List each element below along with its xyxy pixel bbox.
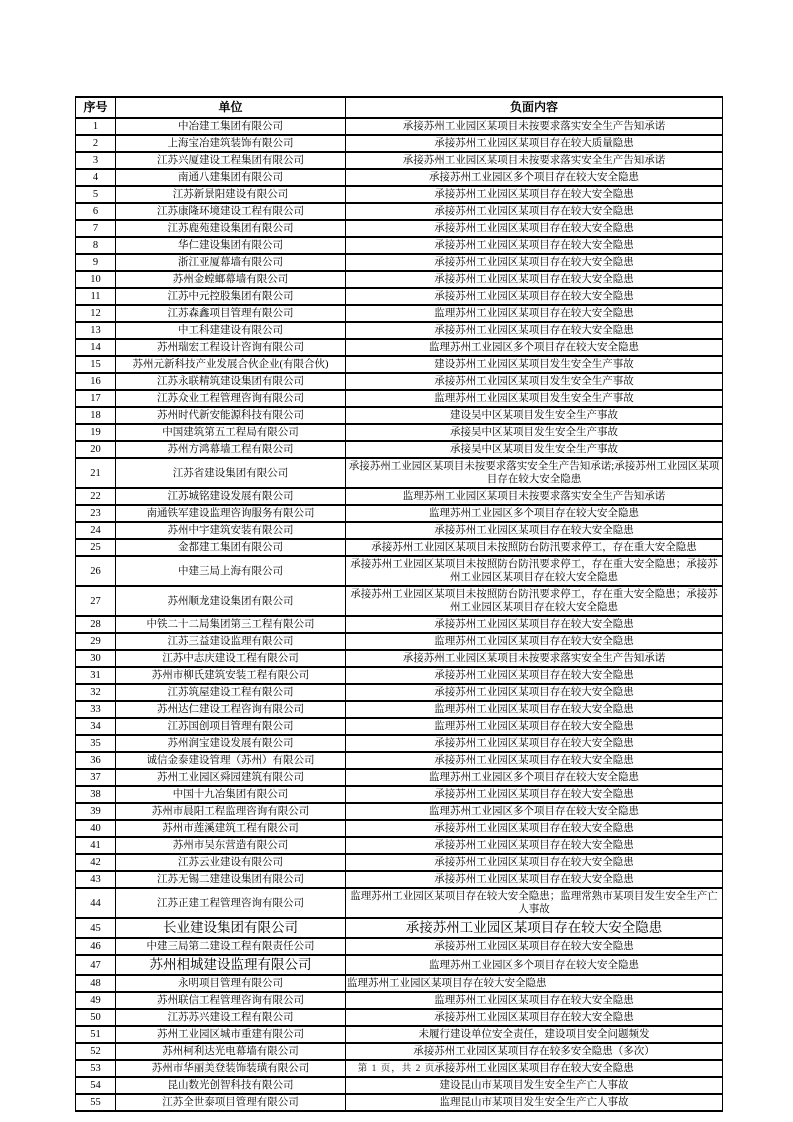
row-unit: 苏州市华丽美登装饰装璜有限公司: [116, 1060, 346, 1077]
row-negative-content: 监理昆山市某项目发生安全生产亡人事故: [346, 1094, 723, 1111]
row-serial-number: 43: [76, 871, 116, 888]
row-serial-number: 23: [76, 505, 116, 522]
row-negative-content: 监理苏州工业园区多个项目存在较大安全隐患: [346, 505, 723, 522]
row-serial-number: 13: [76, 322, 116, 339]
row-unit: 上海宝冶建筑装饰有限公司: [116, 135, 346, 152]
row-unit: 江苏新景阳建设有限公司: [116, 186, 346, 203]
row-negative-content: 承接苏州工业园区某项目未按要求落实安全生产告知承诺;承接苏州工业园区某项目存在较大安全隐患: [346, 458, 723, 488]
row-unit: 江苏众业工程管理咨询有限公司: [116, 390, 346, 407]
row-unit: 苏州柯利达光电幕墙有限公司: [116, 1043, 346, 1060]
row-negative-content: 承接苏州工业园区某项目存在较大安全隐患: [346, 820, 723, 837]
table-row: [76, 735, 723, 752]
row-unit: 江苏兴厦建设工程集团有限公司: [116, 152, 346, 169]
row-serial-number: 45: [76, 918, 116, 938]
row-serial-number: 18: [76, 407, 116, 424]
row-serial-number: 36: [76, 752, 116, 769]
row-unit: 中工科建建设有限公司: [116, 322, 346, 339]
row-negative-content: 承接苏州工业园区某项目存在较大安全隐患: [346, 203, 723, 220]
row-serial-number: 37: [76, 769, 116, 786]
table-row: [76, 118, 723, 135]
table-row: [76, 390, 723, 407]
row-unit: 昆山数光创智科技有限公司: [116, 1077, 346, 1094]
negative-behavior-table: [75, 96, 723, 1112]
table-row: [76, 1094, 723, 1111]
table-row: [76, 718, 723, 735]
row-negative-content: 承接苏州工业园区某项目发生安全生产事故: [346, 373, 723, 390]
row-negative-content: 承接苏州工业园区某项目存在较大安全隐患: [346, 684, 723, 701]
row-unit: 中国十九冶集团有限公司: [116, 786, 346, 803]
row-serial-number: 19: [76, 424, 116, 441]
table-row: [76, 752, 723, 769]
row-serial-number: 32: [76, 684, 116, 701]
table-row: [76, 1043, 723, 1060]
row-unit: 苏州联信工程管理咨询有限公司: [116, 992, 346, 1009]
row-negative-content: 承接苏州工业园区某项目存在较大安全隐患: [346, 735, 723, 752]
row-negative-content: 监理苏州工业园区某项目存在较大安全隐患；监理常熟市某项目发生安全生产亡人事故: [346, 888, 723, 918]
row-unit: 中建三局上海有限公司: [116, 556, 346, 586]
row-serial-number: 33: [76, 701, 116, 718]
table-row: [76, 505, 723, 522]
row-negative-content: 承接苏州工业园区某项目存在较大安全隐患: [346, 254, 723, 271]
row-unit: 中国建筑第五工程局有限公司: [116, 424, 346, 441]
row-serial-number: 16: [76, 373, 116, 390]
row-serial-number: 50: [76, 1009, 116, 1026]
table-row: [76, 522, 723, 539]
row-unit: 苏州元新科技产业发展合伙企业(有限合伙): [116, 356, 346, 373]
row-unit: 江苏中志庆建设工程有限公司: [116, 650, 346, 667]
row-unit: 江苏城铭建设发展有限公司: [116, 488, 346, 505]
row-unit: 苏州市吴东营造有限公司: [116, 837, 346, 854]
row-serial-number: 17: [76, 390, 116, 407]
row-negative-content: 监理苏州工业园区某项目存在较大安全隐患: [346, 305, 723, 322]
row-unit: 苏州金螳螂幕墙有限公司: [116, 271, 346, 288]
row-negative-content: 未履行建设单位安全责任，建设项目安全问题频发: [346, 1026, 723, 1043]
table-row: [76, 186, 723, 203]
row-serial-number: 27: [76, 586, 116, 616]
row-negative-content: 承接苏州工业园区某项目未按照防台防汛要求停工，存在重大安全隐患；承接苏州工业园区某项目存在较大安全隐患: [346, 556, 723, 586]
row-unit: 永明项目管理有限公司: [116, 975, 346, 992]
row-unit: 浙江亚厦幕墙有限公司: [116, 254, 346, 271]
row-serial-number: 10: [76, 271, 116, 288]
row-negative-content: 承接苏州工业园区某项目存在较大质量隐患: [346, 135, 723, 152]
table-row: [76, 407, 723, 424]
table-row: [76, 237, 723, 254]
row-serial-number: 46: [76, 938, 116, 955]
row-serial-number: 2: [76, 135, 116, 152]
row-serial-number: 22: [76, 488, 116, 505]
row-serial-number: 3: [76, 152, 116, 169]
row-negative-content: 监理苏州工业园区多个项目存在较大安全隐患: [346, 769, 723, 786]
row-unit: 江苏苏兴建设工程有限公司: [116, 1009, 346, 1026]
row-unit: 长业建设集团有限公司: [116, 918, 346, 938]
row-negative-content: 承接苏州工业园区某项目存在较大安全隐患: [346, 522, 723, 539]
row-negative-content: 监理苏州工业园区某项目发生安全生产事故: [346, 390, 723, 407]
row-negative-content: 承接吴中区某项目发生安全生产事故: [346, 424, 723, 441]
row-serial-number: 30: [76, 650, 116, 667]
table-row: [76, 633, 723, 650]
table-row: [76, 356, 723, 373]
row-serial-number: 48: [76, 975, 116, 992]
table-row: [76, 288, 723, 305]
row-negative-content: 承接苏州工业园区某项目存在较大安全隐患: [346, 752, 723, 769]
table-row: [76, 441, 723, 458]
row-unit: 江苏永联精筑建设集团有限公司: [116, 373, 346, 390]
header-serial-number: 序号: [76, 97, 116, 118]
table-row: [76, 1077, 723, 1094]
row-negative-content: 监理苏州工业园区某项目存在较大安全隐患: [346, 975, 723, 992]
row-unit: 江苏康隆环境建设工程有限公司: [116, 203, 346, 220]
row-negative-content: 承接苏州工业园区某项目存在较大安全隐患: [346, 1009, 723, 1026]
row-negative-content: 监理苏州工业园区某项目未按要求落实安全生产告知承诺: [346, 488, 723, 505]
header-negative-content: 负面内容: [346, 97, 723, 118]
row-negative-content: 承接苏州工业园区某项目存在较多安全隐患（多次）: [346, 1043, 723, 1060]
row-negative-content: 建设吴中区某项目发生安全生产事故: [346, 407, 723, 424]
row-serial-number: 38: [76, 786, 116, 803]
row-negative-content: 承接苏州工业园区某项目未按要求落实安全生产告知承诺: [346, 152, 723, 169]
row-negative-content: 承接苏州工业园区某项目未按要求落实安全生产告知承诺: [346, 118, 723, 135]
row-serial-number: 9: [76, 254, 116, 271]
table-row: [76, 854, 723, 871]
row-unit: 苏州润宝建设发展有限公司: [116, 735, 346, 752]
header-unit: 单位: [116, 97, 346, 118]
table-row: [76, 488, 723, 505]
row-serial-number: 39: [76, 803, 116, 820]
row-negative-content: 承接苏州工业园区某项目存在较大安全隐患: [346, 322, 723, 339]
row-serial-number: 21: [76, 458, 116, 488]
row-negative-content: 承接苏州工业园区某项目未按照防台防汛要求停工，存在重大安全隐患: [346, 539, 723, 556]
row-serial-number: 53: [76, 1060, 116, 1077]
row-unit: 诚信金泰建设管理（苏州）有限公司: [116, 752, 346, 769]
row-serial-number: 29: [76, 633, 116, 650]
row-serial-number: 4: [76, 169, 116, 186]
row-unit: 苏州中宇建筑安装有限公司: [116, 522, 346, 539]
row-unit: 中铁二十二局集团第三工程有限公司: [116, 616, 346, 633]
page-footer: 第 1 页，共 2 页: [357, 1064, 436, 1074]
row-serial-number: 25: [76, 539, 116, 556]
table-row: [76, 135, 723, 152]
row-unit: 苏州市柳氏建筑安装工程有限公司: [116, 667, 346, 684]
row-negative-content: 承接苏州工业园区某项目存在较大安全隐患: [346, 616, 723, 633]
row-serial-number: 26: [76, 556, 116, 586]
row-negative-content: 承接苏州工业园区某项目存在较大安全隐患: [346, 667, 723, 684]
table-row: [76, 701, 723, 718]
row-unit: 中冶建工集团有限公司: [116, 118, 346, 135]
row-unit: 苏州达仁建设工程咨询有限公司: [116, 701, 346, 718]
row-negative-content: 承接苏州工业园区某项目存在较大安全隐患: [346, 1060, 723, 1077]
row-unit: 江苏省建设集团有限公司: [116, 458, 346, 488]
row-serial-number: 44: [76, 888, 116, 918]
row-negative-content: 承接苏州工业园区某项目存在较大安全隐患: [346, 786, 723, 803]
row-serial-number: 51: [76, 1026, 116, 1043]
row-unit: 金都建工集团有限公司: [116, 539, 346, 556]
row-unit: 华仁建设集团有限公司: [116, 237, 346, 254]
row-serial-number: 31: [76, 667, 116, 684]
table-row: [76, 539, 723, 556]
row-serial-number: 34: [76, 718, 116, 735]
row-unit: 苏州工业园区城市重建有限公司: [116, 1026, 346, 1043]
row-negative-content: 承接苏州工业园区某项目存在较大安全隐患: [346, 871, 723, 888]
row-unit: 苏州工业园区舜园建筑有限公司: [116, 769, 346, 786]
row-negative-content: 承接苏州工业园区某项目存在较大安全隐患: [346, 288, 723, 305]
table-row: [76, 169, 723, 186]
row-negative-content: 承接吴中区某项目发生安全生产事故: [346, 441, 723, 458]
row-negative-content: 建设昆山市某项目发生安全生产亡人事故: [346, 1077, 723, 1094]
row-serial-number: 54: [76, 1077, 116, 1094]
table-row: [76, 650, 723, 667]
row-unit: 南通八建集团有限公司: [116, 169, 346, 186]
table-row: [76, 938, 723, 955]
row-negative-content: 承接苏州工业园区某项目存在较大安全隐患: [346, 837, 723, 854]
row-negative-content: 承接苏州工业园区某项目存在较大安全隐患: [346, 220, 723, 237]
table-row: [76, 871, 723, 888]
row-unit: 江苏无锡二建建设集团有限公司: [116, 871, 346, 888]
row-negative-content: 监理苏州工业园区多个项目存在较大安全隐患: [346, 339, 723, 356]
table-row: [76, 339, 723, 356]
table-row: [76, 424, 723, 441]
table-row: [76, 667, 723, 684]
table-row: [76, 769, 723, 786]
row-unit: 江苏三益建设监理有限公司: [116, 633, 346, 650]
row-serial-number: 49: [76, 992, 116, 1009]
table-row: [76, 458, 723, 488]
row-unit: 江苏全世泰项目管理有限公司: [116, 1094, 346, 1111]
table-row: [76, 152, 723, 169]
table-row: [76, 254, 723, 271]
row-negative-content: 承接苏州工业园区某项目存在较大安全隐患: [346, 854, 723, 871]
table-header-row: [76, 97, 723, 118]
row-unit: 苏州市晨阳工程监理咨询有限公司: [116, 803, 346, 820]
row-serial-number: 24: [76, 522, 116, 539]
table-row: [76, 271, 723, 288]
row-serial-number: 35: [76, 735, 116, 752]
table-row: [76, 1009, 723, 1026]
row-negative-content: 监理苏州工业园区多个项目存在较大安全隐患: [346, 803, 723, 820]
row-serial-number: 52: [76, 1043, 116, 1060]
row-unit: 江苏筑屋建设工程有限公司: [116, 684, 346, 701]
row-negative-content: 承接苏州工业园区某项目存在较大安全隐患: [346, 237, 723, 254]
table-row: [76, 975, 723, 992]
row-unit: 江苏森鑫项目管理有限公司: [116, 305, 346, 322]
row-negative-content: 承接苏州工业园区多个项目存在较大安全隐患: [346, 169, 723, 186]
row-serial-number: 11: [76, 288, 116, 305]
row-serial-number: 41: [76, 837, 116, 854]
row-unit: 苏州顺龙建设集团有限公司: [116, 586, 346, 616]
row-negative-content: 承接苏州工业园区某项目未按照防台防汛要求停工，存在重大安全隐患；承接苏州工业园区某项目存在较大安全隐患: [346, 586, 723, 616]
row-serial-number: 12: [76, 305, 116, 322]
row-unit: 南通铁军建设监理咨询服务有限公司: [116, 505, 346, 522]
table-row: [76, 992, 723, 1009]
row-unit: 苏州市莲溪建筑工程有限公司: [116, 820, 346, 837]
table-row: [76, 322, 723, 339]
row-serial-number: 55: [76, 1094, 116, 1111]
row-serial-number: 28: [76, 616, 116, 633]
row-negative-content: 监理苏州工业园区某项目存在较大安全隐患: [346, 718, 723, 735]
table-row: [76, 373, 723, 390]
row-unit: 中建三局第二建设工程有限责任公司: [116, 938, 346, 955]
row-serial-number: 6: [76, 203, 116, 220]
row-negative-content: 承接苏州工业园区某项目存在较大安全隐患: [346, 918, 723, 938]
row-unit: 苏州方鸿幕墙工程有限公司: [116, 441, 346, 458]
row-unit: 苏州相城建设监理有限公司: [116, 955, 346, 975]
row-negative-content: 承接苏州工业园区某项目存在较大安全隐患: [346, 938, 723, 955]
row-serial-number: 47: [76, 955, 116, 975]
table-row: [76, 786, 723, 803]
row-negative-content: 监理苏州工业园区多个项目存在较大安全隐患: [346, 955, 723, 975]
table-row: [76, 820, 723, 837]
table-row: [76, 803, 723, 820]
table-row: [76, 203, 723, 220]
row-serial-number: 8: [76, 237, 116, 254]
row-negative-content: 监理苏州工业园区某项目存在较大安全隐患: [346, 992, 723, 1009]
row-unit: 江苏国创项目管理有限公司: [116, 718, 346, 735]
row-unit: 苏州时代新安能源科技有限公司: [116, 407, 346, 424]
row-negative-content: 承接苏州工业园区某项目存在较大安全隐患: [346, 271, 723, 288]
row-negative-content: 建设苏州工业园区某项目发生安全生产事故: [346, 356, 723, 373]
row-unit: 江苏中元控股集团有限公司: [116, 288, 346, 305]
table-row: [76, 684, 723, 701]
row-unit: 江苏正建工程管理咨询有限公司: [116, 888, 346, 918]
table-row: [76, 955, 723, 975]
row-serial-number: 1: [76, 118, 116, 135]
row-serial-number: 40: [76, 820, 116, 837]
table-row: [76, 888, 723, 918]
row-negative-content: 承接苏州工业园区某项目未按要求落实安全生产告知承诺: [346, 650, 723, 667]
row-serial-number: 42: [76, 854, 116, 871]
row-serial-number: 20: [76, 441, 116, 458]
row-unit: 江苏鹿苑建设集团有限公司: [116, 220, 346, 237]
table-row: [76, 586, 723, 616]
table-row: [76, 616, 723, 633]
table-row: [76, 918, 723, 938]
row-negative-content: 监理苏州工业园区某项目存在较大安全隐患: [346, 701, 723, 718]
row-serial-number: 5: [76, 186, 116, 203]
row-unit: 江苏云业建设有限公司: [116, 854, 346, 871]
row-serial-number: 15: [76, 356, 116, 373]
row-unit: 苏州瑞宏工程设计咨询有限公司: [116, 339, 346, 356]
row-serial-number: 14: [76, 339, 116, 356]
row-negative-content: 承接苏州工业园区某项目存在较大安全隐患: [346, 186, 723, 203]
table-row: [76, 556, 723, 586]
table-row: [76, 305, 723, 322]
table-row: [76, 1026, 723, 1043]
row-serial-number: 7: [76, 220, 116, 237]
row-negative-content: 监理苏州工业园区某项目存在较大安全隐患: [346, 633, 723, 650]
table-row: [76, 837, 723, 854]
table-row: [76, 220, 723, 237]
